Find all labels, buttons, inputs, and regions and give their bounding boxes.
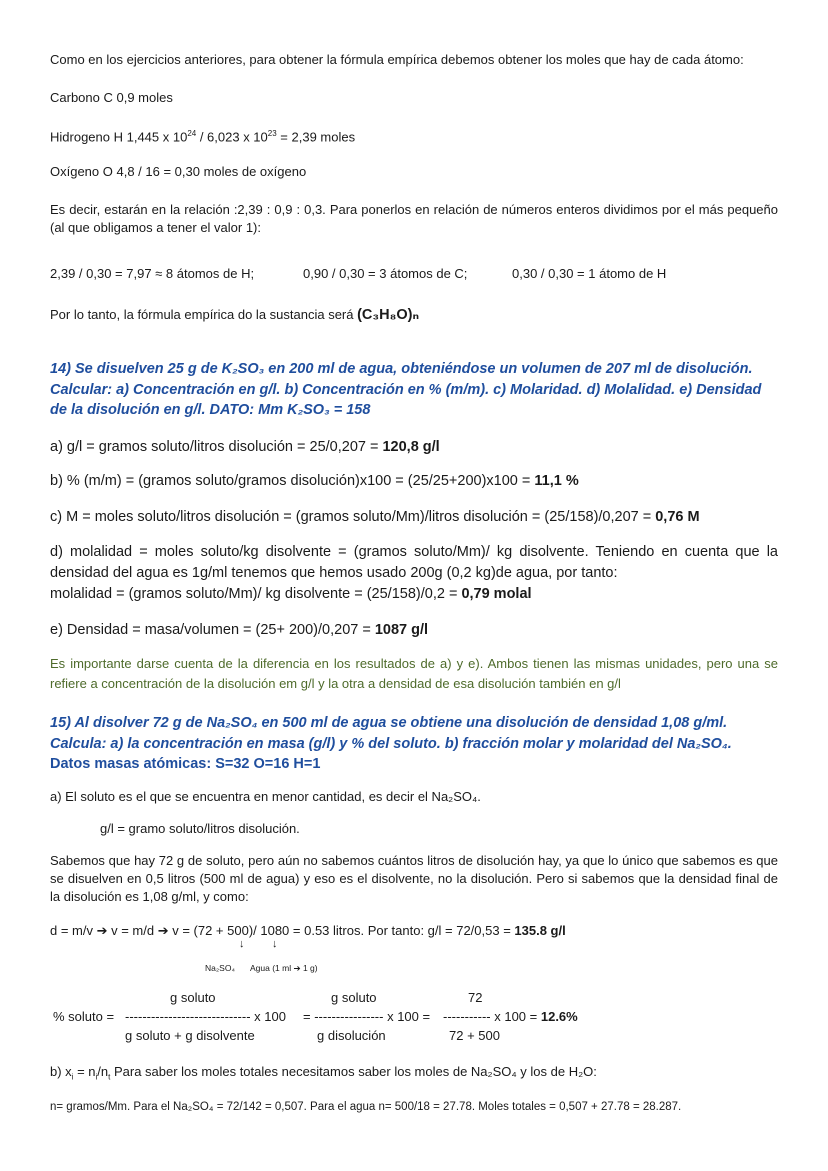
- division-c: 0,90 / 0,30 = 3 átomos de C;: [303, 266, 468, 281]
- fraction2-denominator: g disolución: [317, 1028, 386, 1043]
- fraction3-line: ----------- x 100 = 12.6%: [443, 1009, 578, 1024]
- arrow-down-icon: ↓: [239, 938, 245, 950]
- fraction2-numerator: g soluto: [331, 990, 377, 1005]
- agua-annotation: Agua (1 ml ➔ 1 g): [250, 963, 318, 973]
- division-h: 2,39 / 0,30 = 7,97 ≈ 8 átomos de H;: [50, 266, 255, 281]
- q15-answer-b: b) $x_i = n_i/n_t$ Para saber los moles totales necesitamos saber los moles de Na₂SO₄ y los de H₂O:: [50, 1064, 597, 1082]
- fraction1-numerator: g soluto: [170, 990, 216, 1005]
- carbono-line: Carbono C 0,9 moles: [50, 90, 173, 105]
- q15-answer-a-intro: a) El soluto es el que se encuentra en menor cantidad, es decir el Na₂SO₄.: [50, 789, 481, 804]
- arrow-down-icon: ↓: [272, 938, 278, 950]
- na2so4-annotation: Na₂SO₄: [205, 963, 235, 973]
- fraction1-line: ----------------------------- x 100: [125, 1009, 286, 1024]
- hidrogeno-line: Hidrogeno H 1,445 x $10^{24} / 6,023$ x $10^{23} = 2,39$ moles: [50, 129, 356, 145]
- q15-sabemos-paragraph: Sabemos que hay 72 g de soluto, pero aún no sabemos cuántos litros de disolución hay, ya que lo único que sabemos es que se disuelven en 0,5 litros (500 ml de agua) y eso es el disolvente, no la disolución. Pero si sabemos que la densidad final de la disolución es 1,08 g/ml, y como:: [50, 853, 778, 904]
- relacion-paragraph: Es decir, estarán en la relación :2,39 : 0,9 : 0,3. Para ponerlos en relación de números enteros dividimos por el más pequeño (al que obligamos a tener el valor 1):: [50, 202, 778, 235]
- q14-answer-d: d) molalidad = moles soluto/kg disolvente = (gramos soluto/Mm)/ kg disolvente. Teniendo en cuenta que la densidad del agua es 1g/ml tenemos que hemos usado 200g (0,2 kg)de agua, por tanto:: [50, 544, 778, 581]
- q15-calc-line: d = m/v ➔ v = m/d ➔ v = (72 + 500)/ 1080 = 0.53 litros. Por tanto: g/l = 72/0,53 = 135.8 g/l: [50, 923, 566, 938]
- question-15-title: 15) Al disolver 72 g de Na₂SO₄ en 500 ml de agua se obtiene una disolución de densidad 1,08 g/ml. Calcula: a) la concentración en masa (g/l) y % del soluto. b) fracción molar y molaridad del Na₂SO₄.: [50, 715, 732, 752]
- oxigeno-line: Oxígeno O 4,8 / 16 = 0,30 moles de oxígeno: [50, 164, 307, 179]
- question-14-title: 14) Se disuelven 25 g de K₂SO₃ en 200 ml de agua, obteniéndose un volumen de 207 ml de disolución. Calcular: a) Concentración en g/l. b) Concentración en % (m/m). c) Molaridad. d) Molalidad. e) Densidad de la disolución en g/l. DATO: Mm K₂SO₃ = 158: [50, 361, 762, 418]
- q15-moles-line: n= gramos/Mm. Para el Na₂SO₄ = 72/142 = 0,507. Para el agua n= 500/18 = 27.78. Moles totales = 0,507 + 27.78 = 28.287.: [50, 1101, 682, 1113]
- q14-answer-a: a) g/l = gramos soluto/litros disolución = 25/0,207 = 120,8 g/l: [50, 439, 440, 455]
- q14-note: Es importante darse cuenta de la diferencia en los resultados de a) y e). Ambos tienen las mismas unidades, pero una se refiere a concentración de la disolución em g/l y la otra a densidad de esa disolución también en g/l: [50, 656, 778, 691]
- q14-answer-c: c) M = moles soluto/litros disolución = (gramos soluto/Mm)/litros disolución = (25/158)/0,207 = 0,76 M: [50, 509, 700, 525]
- pct-soluto-label: % soluto =: [53, 1009, 115, 1024]
- gl-definition: g/l = gramo soluto/litros disolución.: [100, 821, 300, 836]
- formula-line: Por lo tanto, la fórmula empírica do la sustancia será (C₃H₈O)ₙ: [50, 307, 420, 323]
- fraction1-denominator: g soluto + g disolvente: [125, 1028, 255, 1043]
- fraction2-line: = ---------------- x 100 =: [303, 1009, 431, 1024]
- q14-answer-d-molalidad: molalidad = (gramos soluto/Mm)/ kg disolvente = (25/158)/0,2 = 0,79 molal: [50, 586, 532, 602]
- intro-paragraph: Como en los ejercicios anteriores, para obtener la fórmula empírica debemos obtener los moles que hay de cada átomo:: [50, 52, 744, 67]
- division-o: 0,30 / 0,30 = 1 átomo de H: [512, 266, 667, 281]
- q15-datos: Datos masas atómicas: S=32 O=16 H=1: [50, 756, 321, 772]
- fraction3-denominator: 72 + 500: [449, 1028, 500, 1043]
- q14-answer-b: b) % (m/m) = (gramos soluto/gramos disolución)x100 = (25/25+200)x100 = 11,1 %: [50, 473, 579, 489]
- fraction3-numerator: 72: [468, 990, 483, 1005]
- q14-answer-e: e) Densidad = masa/volumen = (25+ 200)/0,207 = 1087 g/l: [50, 622, 429, 638]
